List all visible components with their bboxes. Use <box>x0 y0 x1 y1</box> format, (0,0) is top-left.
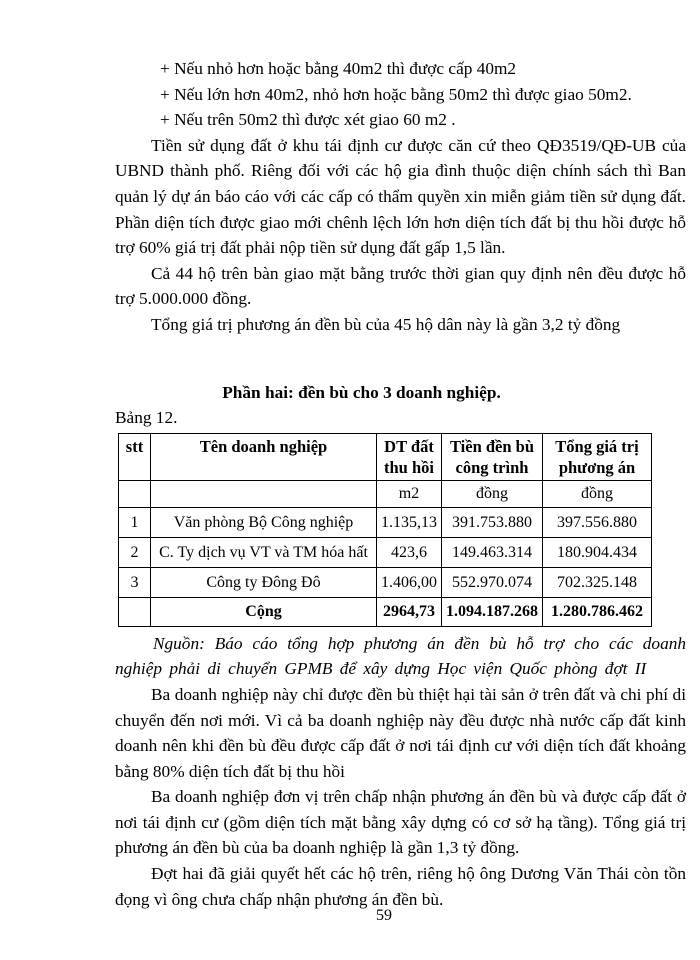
cell-total-value: 180.904.434 <box>543 537 652 567</box>
cell-area: 1.135,13 <box>377 507 442 537</box>
cell-stt: 3 <box>119 567 151 597</box>
paragraph-three-companies: Ba doanh nghiệp này chỉ được đền bù thiệt hại tài sản ở trên đất và chi phí di chuyển đến nơi mới. Vì cả ba doanh nghiệp này đều được nhà nước cấp đất kinh doanh nên khi đền bù đều được cấp đất ở nơi tái định cư với diện tích đất khoảng bằng 80% diện tích đất bị thu hồi <box>115 684 686 781</box>
rule-line-3: + Nếu trên 50m2 thì được xét giao 60 m2 . <box>160 110 456 130</box>
cell-total-value-sum: 1.280.786.462 <box>543 597 652 626</box>
table-row-1 <box>119 507 652 537</box>
cell-area: 1.406,00 <box>377 567 442 597</box>
cell-company-name: Công ty Đông Đô <box>151 567 377 597</box>
table-header-row <box>119 433 652 480</box>
paragraph-total-45-households: Tổng giá trị phương án đền bù của 45 hộ dân này là gần 3,2 tỷ đồng <box>151 314 621 334</box>
compensation-table <box>118 433 652 627</box>
cell-compensation: 149.463.314 <box>442 537 543 567</box>
column-header-total-value: Tổng giá trị phương án <box>543 433 652 480</box>
cell-stt-empty <box>119 597 151 626</box>
table-caption: Bảng 12. <box>115 408 178 428</box>
column-header-land-area: DT đất thu hồi <box>377 433 442 480</box>
column-header-stt: stt <box>119 433 151 480</box>
source-note: Nguồn: Báo cáo tổng hợp phương án đền bù hỗ trợ cho các doanh nghiệp phải di chuyển GPMB để xây dựng Học viện Quốc phòng đợt II <box>115 633 686 679</box>
paragraph-44-households: Cả 44 hộ trên bàn giao mặt bằng trước thời gian quy định nên đều được hỗ trợ 5.000.000 đồng. <box>115 263 686 309</box>
cell-total-compensation: 1.094.187.268 <box>442 597 543 626</box>
column-header-compensation: Tiền đền bù công trình <box>442 433 543 480</box>
rule-line-2: + Nếu lớn hơn 40m2, nhỏ hơn hoặc bằng 50m2 thì được giao 50m2. <box>160 84 632 104</box>
column-header-company-name: Tên doanh nghiệp <box>151 433 377 480</box>
unit-cell-compensation: đồng <box>442 480 543 507</box>
rule-line-1: + Nếu nhỏ hơn hoặc bằng 40m2 thì được cấp 40m2 <box>160 59 517 78</box>
cell-stt: 1 <box>119 507 151 537</box>
section-heading: Phần hai: đền bù cho 3 doanh nghiệp. <box>222 382 501 402</box>
unit-cell-total: đồng <box>543 480 652 507</box>
cell-total-value: 702.325.148 <box>543 567 652 597</box>
paragraph-companies-accept: Ba doanh nghiệp đơn vị trên chấp nhận phương án đền bù và được cấp đất ở nơi tái định cư (gồm diện tích mặt bằng xây dựng có cơ sở hạ tầng). Tổng giá trị phương án đền bù của ba doanh nghiệp là gần 1,3 tỷ đồng. <box>115 787 686 858</box>
cell-compensation: 391.753.880 <box>442 507 543 537</box>
cell-stt: 2 <box>119 537 151 567</box>
cell-total-label: Cộng <box>151 597 377 626</box>
table-total-row <box>119 597 652 626</box>
table-row-3 <box>119 567 652 597</box>
cell-compensation: 552.970.074 <box>442 567 543 597</box>
unit-cell-name <box>151 480 377 507</box>
cell-company-name: C. Ty dịch vụ VT và TM hóa hất <box>151 537 377 567</box>
cell-total-value: 397.556.880 <box>543 507 652 537</box>
cell-area: 423,6 <box>377 537 442 567</box>
table-row-2 <box>119 537 652 567</box>
paragraph-phase-two: Đợt hai đã giải quyết hết các hộ trên, riêng hộ ông Dương Văn Thái còn tồn đọng vì ông chưa chấp nhận phương án đền bù. <box>115 864 686 909</box>
unit-cell-area: m2 <box>377 480 442 507</box>
cell-company-name: Văn phòng Bộ Công nghiệp <box>151 507 377 537</box>
page-content <box>115 56 686 912</box>
table-units-row <box>119 480 652 507</box>
page-number: 59 <box>376 907 392 924</box>
cell-total-area: 2964,73 <box>377 597 442 626</box>
unit-cell-stt <box>119 480 151 507</box>
paragraph-land-use-fee: Tiền sử dụng đất ở khu tái định cư được căn cứ theo QĐ3519/QĐ-UB của UBND thành phố. Riêng đối với các hộ gia đình thuộc diện chính sách thì Ban quản lý dự án báo cáo với các cấp có thẩm quyền xin miễn giảm tiền sử dụng đất. Phần diện tích được giao mới chênh lệch lớn hơn diện tích đất bị thu hồi được hỗ trợ 60% giá trị đất phải nộp tiền sử dụng đất gấp 1,5 lần. <box>115 135 686 258</box>
